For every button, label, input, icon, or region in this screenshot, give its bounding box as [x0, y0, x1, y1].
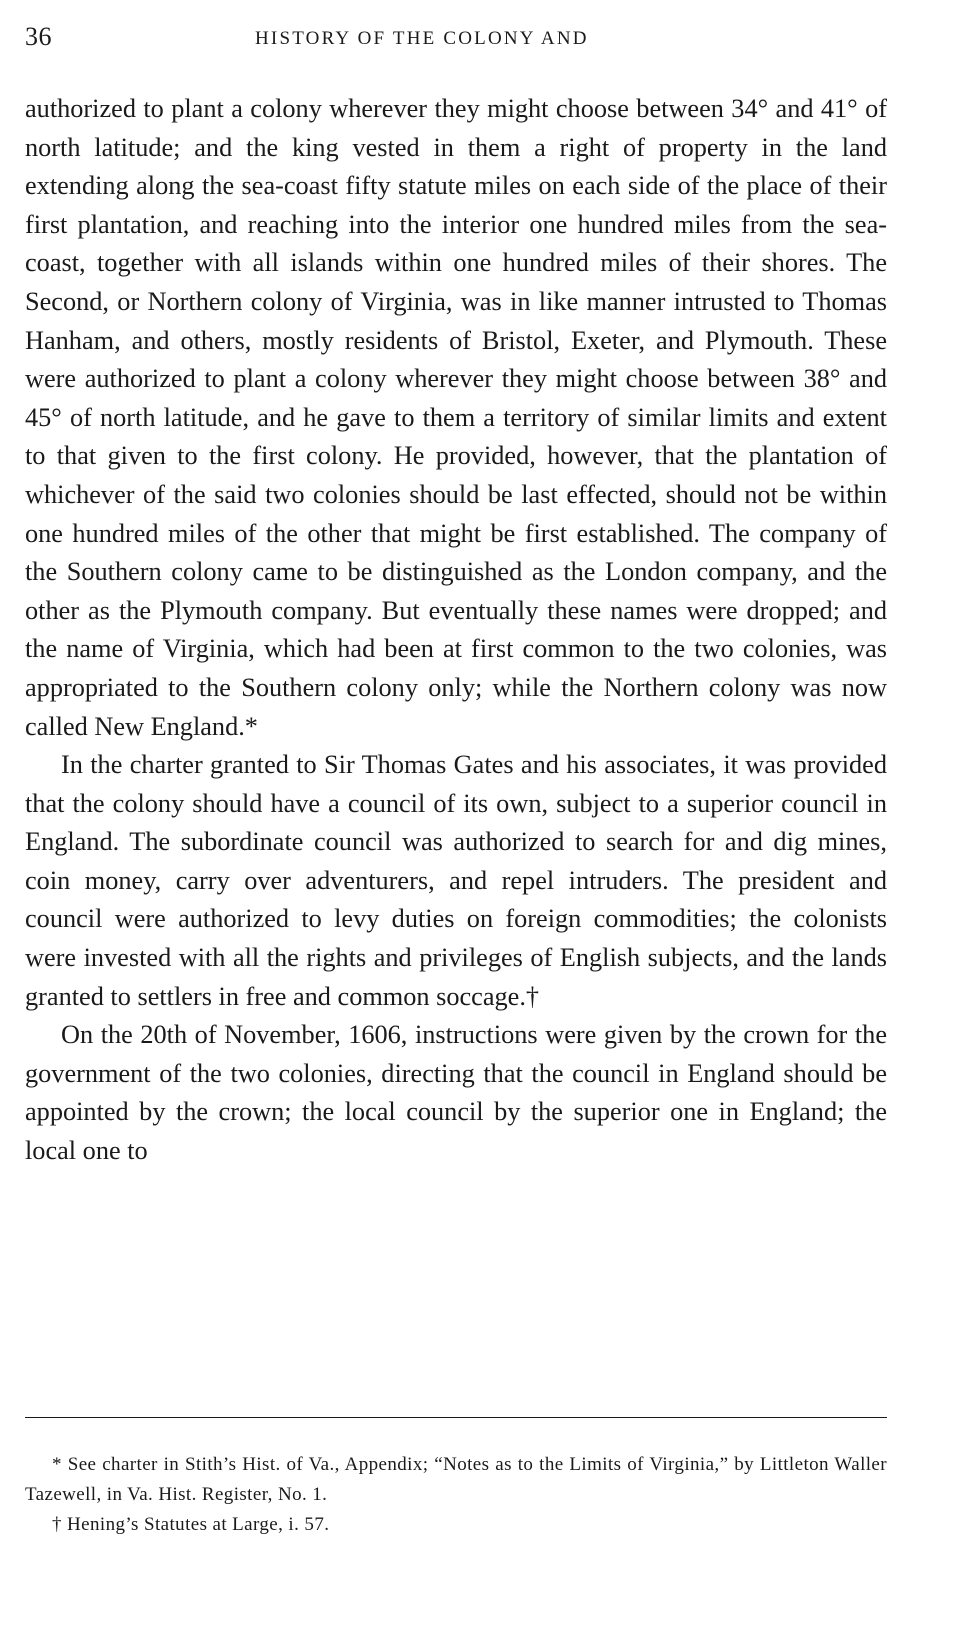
page-number: 36 [25, 22, 52, 51]
footnote-divider [25, 1417, 887, 1418]
paragraph-continued: authorized to plant a colony wherever they might choose between 34° and 41° of north latitude; and the king vested in them a right of property in the land extending along the sea-coast fifty statute miles on each side of the place of their first plantation, and reaching into the interior one hundred miles from the sea-coast, together with all islands within one hundred miles of their shores. The Second, or Northern colony of Virginia, was in like manner intrusted to Thomas Hanham, and others, mostly residents of Bristol, Exeter, and Plymouth. These were authorized to plant a colony wherever they might choose between 38° and 45° of north latitude, and he gave to them a territory of similar limits and extent to that given to the first colony. He provided, however, that the plantation of whichever of the said two colonies should be last effected, should not be within one hundred miles of the other that might be first established. The company of the Southern colony came to be distinguished as the London company, and the other as the Plymouth company. But eventually these names were dropped; and the name of Virginia, which had been at first common to the two colonies, was appropriated to the Southern colony only; while the Northern colony was now called New England.* [25, 94, 887, 741]
page-header [25, 22, 887, 52]
running-head: HISTORY OF THE COLONY AND [255, 28, 589, 49]
footnote-dagger: † Hening’s Statutes at Large, i. 57. [52, 1514, 330, 1535]
footnotes [25, 1450, 887, 1540]
footnote-asterisk: * See charter in Stith’s Hist. of Va., Appendix; “Notes as to the Limits of Virginia,” by Littleton Waller Tazewell, in Va. Hist. Register, No. 1. [25, 1454, 887, 1505]
paragraph-charter: In the charter granted to Sir Thomas Gates and his associates, it was provided that the colony should have a council of its own, subject to a superior council in England. The subordinate council was authorized to search for and dig mines, coin money, carry over adventurers, and repel intruders. The president and council were authorized to levy duties on foreign commodities; the colonists were invested with all the rights and privileges of English subjects, and the lands granted to settlers in free and common soccage.† [25, 750, 887, 1011]
main-text [25, 90, 887, 1171]
paragraph-instructions: On the 20th of November, 1606, instructions were given by the crown for the government of the two colonies, directing that the council in England should be appointed by the crown; the local council by the superior one in England; the local one to [25, 1020, 887, 1166]
